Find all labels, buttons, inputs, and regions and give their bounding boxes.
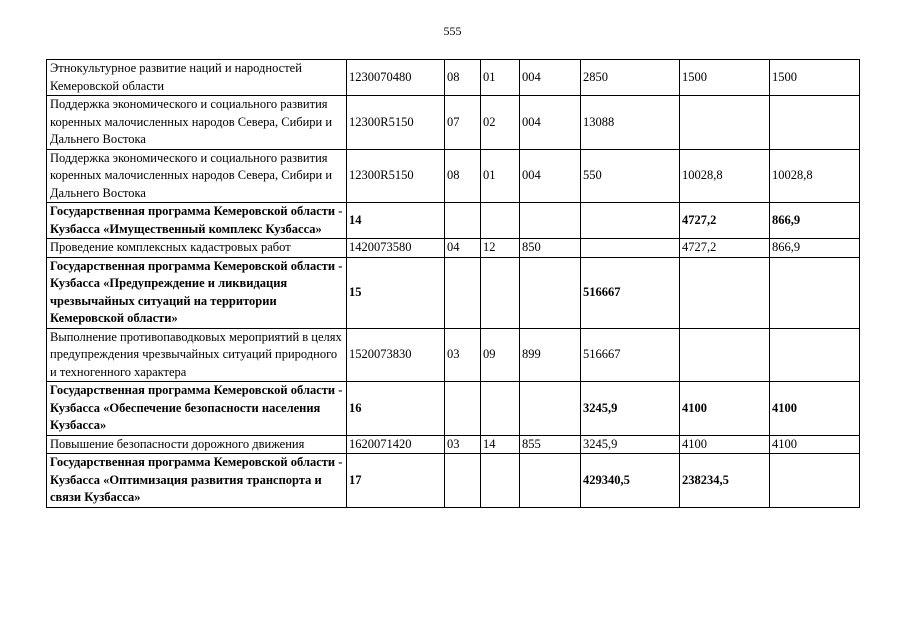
- amount-col-3: 4100: [770, 435, 860, 454]
- table-row: [47, 96, 860, 150]
- program-name: Государственная программа Кемеровской области - Кузбасса «Предупреждение и ликвидация чрезвычайных ситуаций на территории Кемеровской области»: [47, 257, 347, 328]
- amount-col-2: 4727,2: [680, 239, 770, 258]
- section-code: 08: [445, 60, 481, 96]
- amount-col-3: [770, 328, 860, 382]
- subsection-code: 14: [481, 435, 520, 454]
- table-row: [47, 328, 860, 382]
- subsection-code: 02: [481, 96, 520, 150]
- program-name: Проведение комплексных кадастровых работ: [47, 239, 347, 258]
- subsection-code: [481, 382, 520, 436]
- program-name: Повышение безопасности дорожного движения: [47, 435, 347, 454]
- table-row: [47, 382, 860, 436]
- amount-col-2: 238234,5: [680, 454, 770, 508]
- program-name: Поддержка экономического и социального развития коренных малочисленных народов Севера, Сибири и Дальнего Востока: [47, 96, 347, 150]
- table-row: [47, 149, 860, 203]
- page-number: 555: [443, 24, 462, 38]
- table-row: [47, 454, 860, 508]
- target-code: 14: [347, 203, 445, 239]
- target-code: 1520073830: [347, 328, 445, 382]
- expense-type: 850: [520, 239, 581, 258]
- amount-col-1: 3245,9: [581, 382, 680, 436]
- amount-col-3: 866,9: [770, 203, 860, 239]
- expense-type: 004: [520, 96, 581, 150]
- table-row: [47, 239, 860, 258]
- program-name: Поддержка экономического и социального развития коренных малочисленных народов Севера, Сибири и Дальнего Востока: [47, 149, 347, 203]
- expense-type: 004: [520, 60, 581, 96]
- program-name: Этнокультурное развитие наций и народностей Кемеровской области: [47, 60, 347, 96]
- amount-col-3: 4100: [770, 382, 860, 436]
- amount-col-2: 4727,2: [680, 203, 770, 239]
- subsection-code: 12: [481, 239, 520, 258]
- amount-col-2: 4100: [680, 435, 770, 454]
- section-code: 03: [445, 328, 481, 382]
- section-code: 04: [445, 239, 481, 258]
- expense-type: [520, 382, 581, 436]
- amount-col-1: [581, 203, 680, 239]
- amount-col-2: [680, 96, 770, 150]
- section-code: [445, 257, 481, 328]
- target-code: 17: [347, 454, 445, 508]
- section-code: 03: [445, 435, 481, 454]
- expense-type: [520, 203, 581, 239]
- section-code: [445, 203, 481, 239]
- target-code: 1620071420: [347, 435, 445, 454]
- amount-col-1: 3245,9: [581, 435, 680, 454]
- section-code: [445, 454, 481, 508]
- section-code: 08: [445, 149, 481, 203]
- subsection-code: [481, 454, 520, 508]
- target-code: 1230070480: [347, 60, 445, 96]
- section-code: 07: [445, 96, 481, 150]
- amount-col-2: 10028,8: [680, 149, 770, 203]
- expense-type: [520, 454, 581, 508]
- subsection-code: [481, 203, 520, 239]
- amount-col-1: 550: [581, 149, 680, 203]
- expense-type: 004: [520, 149, 581, 203]
- amount-col-2: [680, 328, 770, 382]
- amount-col-3: 866,9: [770, 239, 860, 258]
- amount-col-1: 429340,5: [581, 454, 680, 508]
- amount-col-3: 1500: [770, 60, 860, 96]
- subsection-code: 09: [481, 328, 520, 382]
- section-code: [445, 382, 481, 436]
- table-row: [47, 435, 860, 454]
- subsection-code: [481, 257, 520, 328]
- amount-col-2: 4100: [680, 382, 770, 436]
- amount-col-2: [680, 257, 770, 328]
- target-code: 15: [347, 257, 445, 328]
- table-body: [47, 60, 860, 508]
- table-row: [47, 60, 860, 96]
- budget-table: [46, 59, 860, 508]
- amount-col-3: 10028,8: [770, 149, 860, 203]
- program-name: Государственная программа Кемеровской области - Кузбасса «Оптимизация развития транспорта и связи Кузбасса»: [47, 454, 347, 508]
- amount-col-3: [770, 257, 860, 328]
- target-code: 12300R5150: [347, 96, 445, 150]
- amount-col-1: [581, 239, 680, 258]
- amount-col-3: [770, 454, 860, 508]
- target-code: 12300R5150: [347, 149, 445, 203]
- amount-col-1: 516667: [581, 257, 680, 328]
- expense-type: 855: [520, 435, 581, 454]
- table-row: [47, 257, 860, 328]
- program-name: Выполнение противопаводковых мероприятий в целях предупреждения чрезвычайных ситуаций природного и техногенного характера: [47, 328, 347, 382]
- amount-col-1: 13088: [581, 96, 680, 150]
- amount-col-3: [770, 96, 860, 150]
- program-name: Государственная программа Кемеровской области - Кузбасса «Обеспечение безопасности населения Кузбасса»: [47, 382, 347, 436]
- amount-col-1: 516667: [581, 328, 680, 382]
- target-code: 16: [347, 382, 445, 436]
- target-code: 1420073580: [347, 239, 445, 258]
- table-row: [47, 203, 860, 239]
- expense-type: 899: [520, 328, 581, 382]
- amount-col-1: 2850: [581, 60, 680, 96]
- subsection-code: 01: [481, 149, 520, 203]
- program-name: Государственная программа Кемеровской области - Кузбасса «Имущественный комплекс Кузбасса»: [47, 203, 347, 239]
- subsection-code: 01: [481, 60, 520, 96]
- expense-type: [520, 257, 581, 328]
- amount-col-2: 1500: [680, 60, 770, 96]
